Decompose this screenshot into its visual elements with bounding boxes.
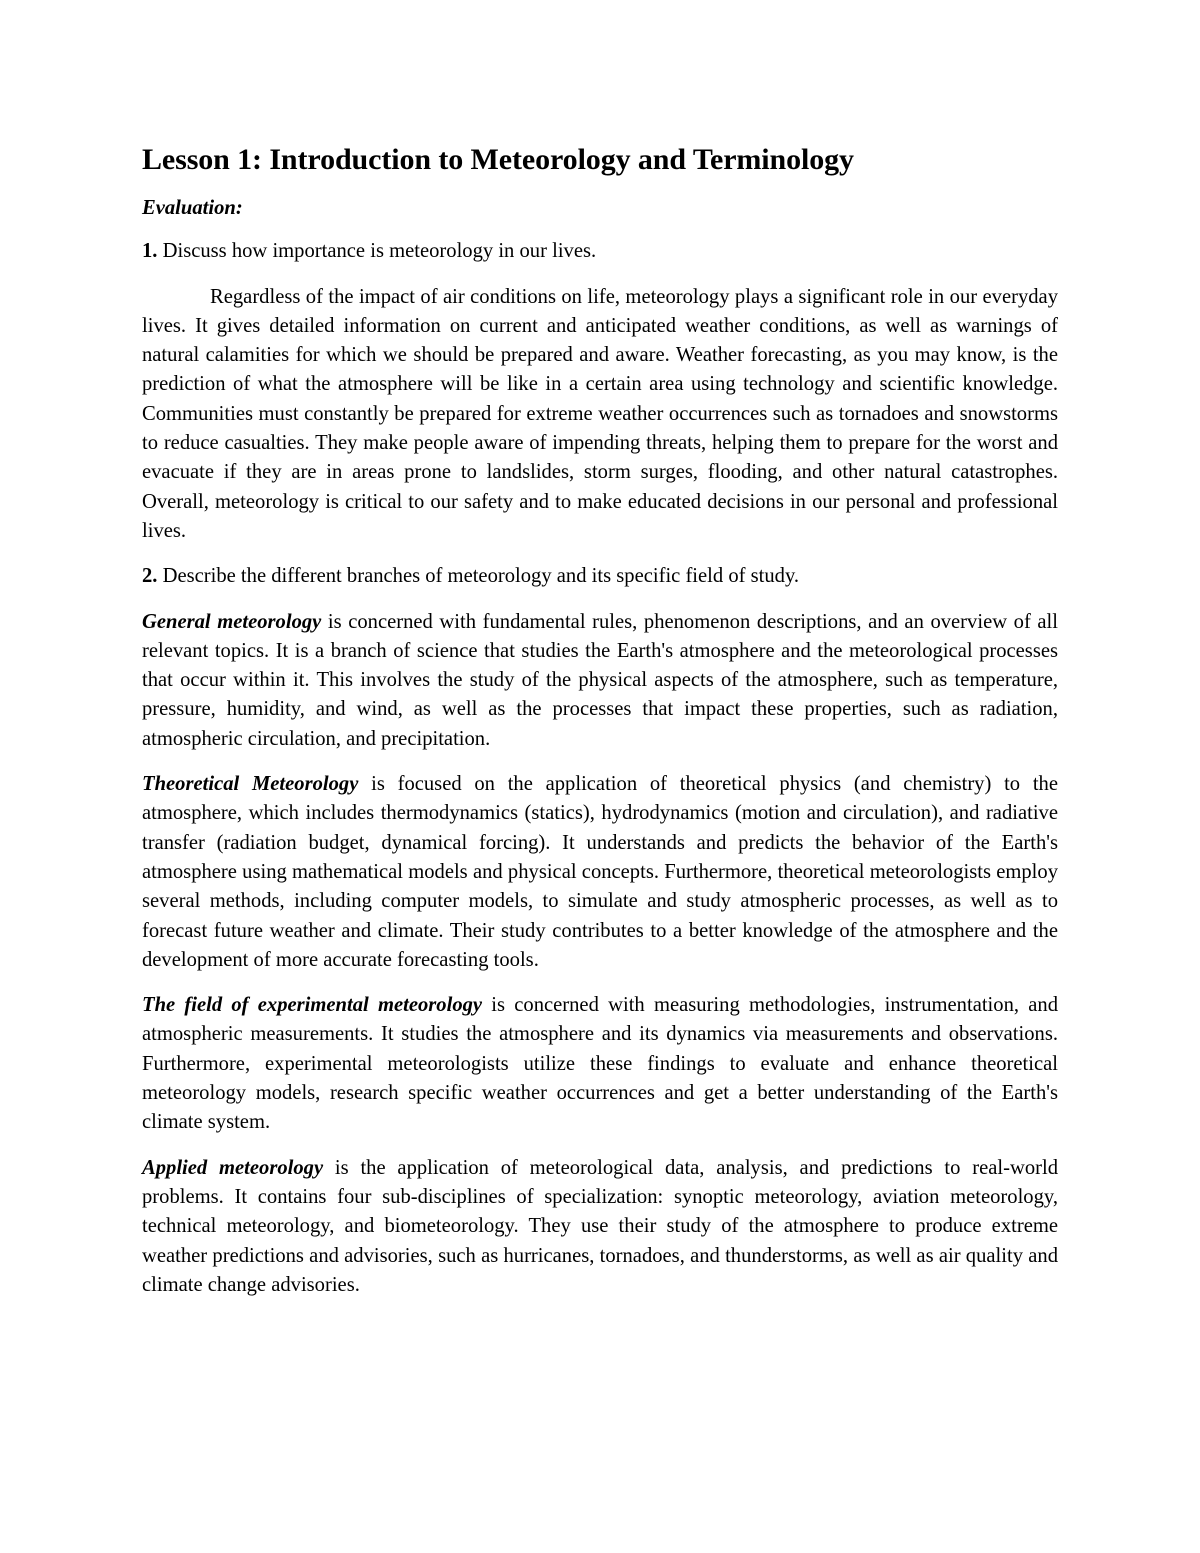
branch-description: is the application of meteorological data, analysis, and predictions to real-world problems. It contains four sub-disciplines of specialization: synoptic meteorology, aviation meteorology, technical meteorology, and biometeorology. They use their study of the atmosphere to produce extreme weather predictions and advisories, such as hurricanes, tornadoes, and thunderstorms, as well as air quality and climate change advisories.: [142, 1156, 1058, 1296]
branch-description: is focused on the application of theoretical physics (and chemistry) to the atmosphere, which includes thermodynamics (statics), hydrodynamics (motion and circulation), and radiative transfer (radiation budget, dynamical forcing). It understands and predicts the behavior of the Earth's atmosphere using mathematical models and physical concepts. Furthermore, theoretical meteorologists employ several methods, including computer models, to simulate and study atmospheric processes, as well as to forecast future weather and climate. Their study contributes to a better knowledge of the atmosphere and the development of more accurate forecasting tools.: [142, 773, 1058, 971]
branch-term: The field of experimental meteorology: [142, 994, 483, 1017]
question-number: 1.: [142, 240, 158, 263]
question-1: [142, 237, 1058, 266]
branch-term: Theoretical Meteorology: [142, 773, 359, 796]
question-2: [142, 562, 1058, 591]
question-number: 2.: [142, 565, 158, 588]
answer-paragraph-1: Regardless of the impact of air conditions on life, meteorology plays a significant role in our everyday lives. It gives detailed information on current and anticipated weather conditions, as well as warnings of natural calamities for which we should be prepared and aware. Weather forecasting, as you may know, is the prediction of what the atmosphere will be like in a certain area using technology and scientific knowledge. Communities must constantly be prepared for extreme weather occurrences such as tornadoes and snowstorms to reduce casualties. They make people aware of impending threats, helping them to prepare for the worst and evacuate if they are in areas prone to landslides, storm surges, flooding, and other natural catastrophes. Overall, meteorology is critical to our safety and to make educated decisions in our personal and professional lives.: [142, 285, 1058, 542]
question-text: Describe the different branches of meteorology and its specific field of study.: [157, 565, 800, 588]
branch-description: is concerned with measuring methodologies, instrumentation, and atmospheric measurements. It studies the atmosphere and its dynamics via measurements and observations. Furthermore, experimental meteorologists utilize these findings to evaluate and enhance theoretical meteorology models, research specific weather occurrences and get a better understanding of the Earth's climate system.: [142, 994, 1058, 1134]
document-page: [142, 138, 1058, 1316]
branch-term: General meteorology: [142, 610, 322, 633]
evaluation-label: Evaluation:: [142, 197, 243, 219]
branch-general-meteorology: [142, 608, 1058, 754]
branch-theoretical-meteorology: [142, 770, 1058, 975]
branch-term: Applied meteorology: [142, 1156, 324, 1179]
branch-applied-meteorology: [142, 1154, 1058, 1300]
branch-description: is concerned with fundamental rules, phenomenon descriptions, and an overview of all relevant topics. It is a branch of science that studies the Earth's atmosphere and the meteorological processes that occur within it. This involves the study of the physical aspects of the atmosphere, such as temperature, pressure, humidity, and wind, as well as the processes that impact these properties, such as radiation, atmospheric circulation, and precipitation.: [142, 610, 1058, 750]
branch-experimental-meteorology: [142, 991, 1058, 1137]
question-text: Discuss how importance is meteorology in our lives.: [157, 240, 597, 263]
lesson-title: Lesson 1: Introduction to Meteorology and Terminology: [142, 143, 854, 176]
